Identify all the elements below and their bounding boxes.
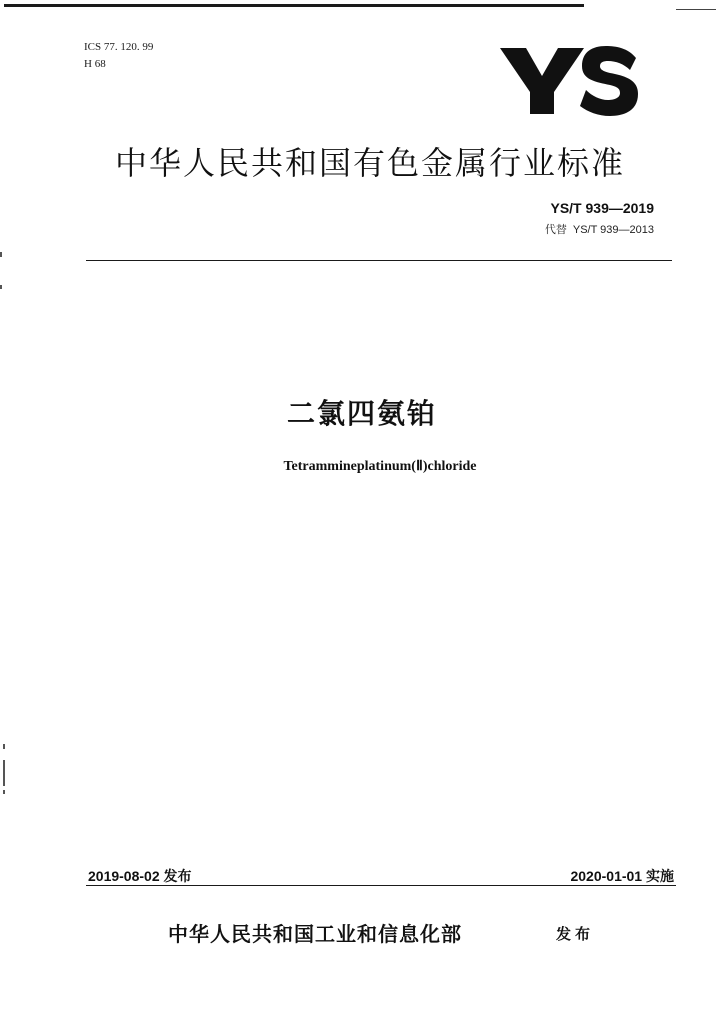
industry-standard-title: 中华人民共和国有色金属行业标准 [114, 144, 625, 182]
ccs-code: H 68 [84, 58, 106, 70]
document-title-english: Tetrammineplatinum(Ⅱ)chloride [283, 459, 477, 474]
ys-logo-graphic [496, 28, 640, 124]
top-border-mark [676, 9, 716, 10]
scan-artifact [3, 790, 5, 794]
classification-block [84, 39, 153, 73]
ics-code: ICS 77. 120. 99 [84, 41, 154, 53]
header-divider [86, 260, 672, 261]
publish-label: 发布 [556, 925, 595, 943]
replaced-standard-number: YS/T 939—2013 [572, 224, 654, 236]
scan-artifact [0, 285, 2, 289]
replaces-label: 代替 [544, 224, 567, 236]
scan-artifact [0, 252, 2, 257]
publisher-name: 中华人民共和国工业和信息化部 [168, 922, 462, 946]
top-border-rule [4, 4, 584, 7]
issue-date: 2019-08-02 发布 [88, 868, 192, 884]
footer-divider [86, 885, 676, 886]
document-title-chinese: 二氯四氨铂 [286, 397, 437, 430]
scan-artifact [3, 744, 5, 749]
scan-artifact [3, 760, 5, 786]
ys-logo [496, 28, 640, 124]
replaces-line [440, 221, 654, 237]
standard-number: YS/T 939—2019 [550, 200, 654, 216]
implementation-date: 2020-01-01 实施 [570, 868, 674, 884]
